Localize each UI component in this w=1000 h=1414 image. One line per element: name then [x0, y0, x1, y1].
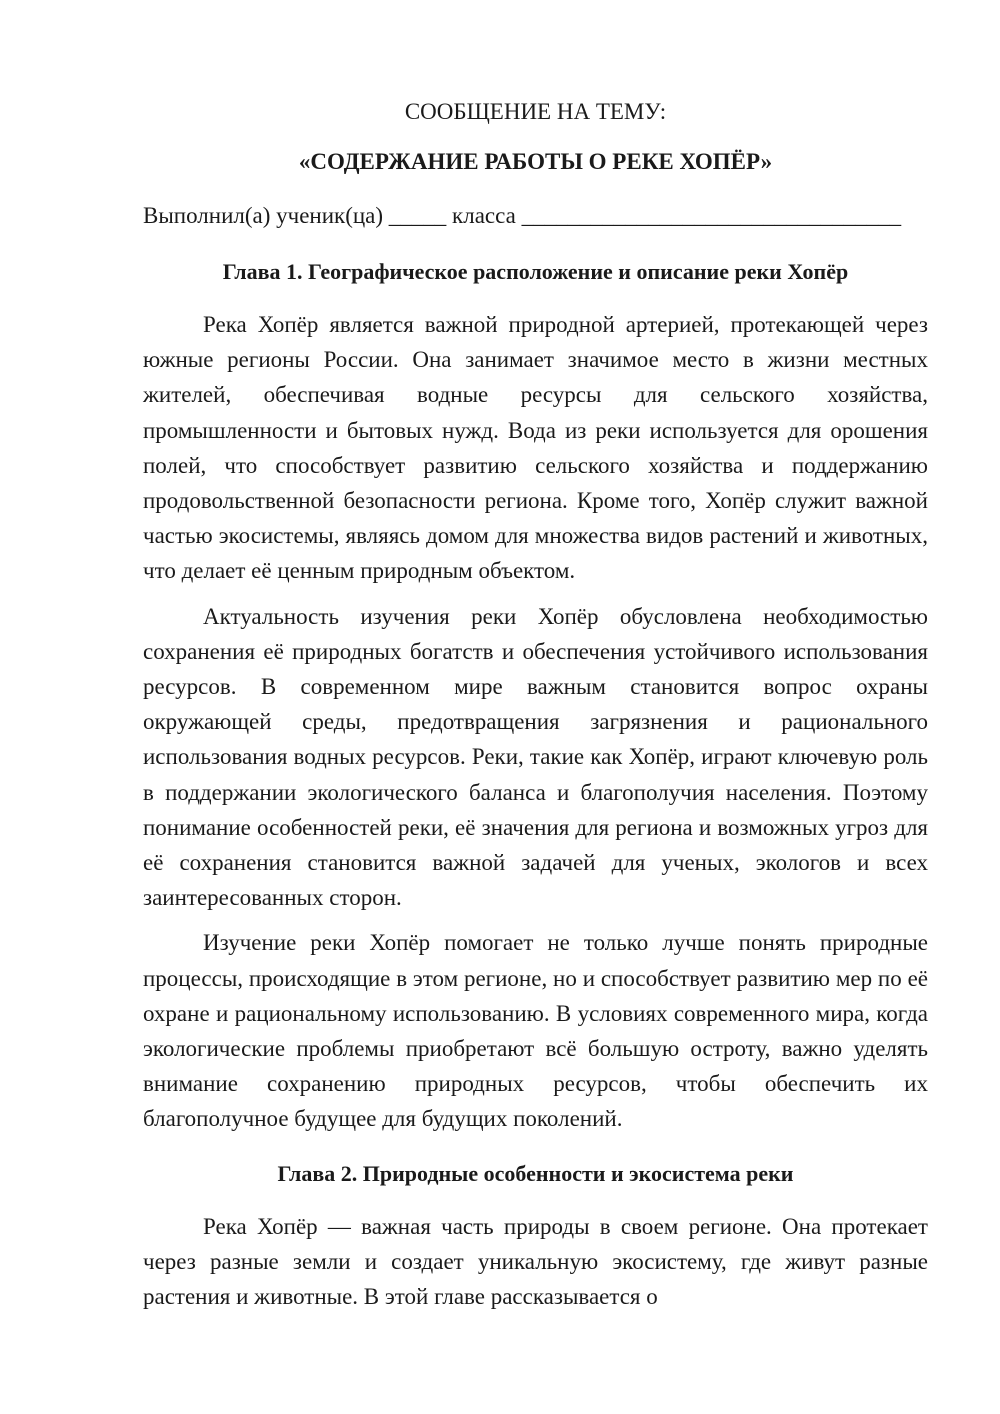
- author-byline: Выполнил(а) ученик(ца) _____ класса _________________________________: [143, 203, 902, 228]
- chapter-1-heading: Глава 1. Географическое расположение и описание реки Хопёр: [222, 259, 849, 284]
- document-title-line1: СООБЩЕНИЕ НА ТЕМУ:: [404, 99, 667, 124]
- chapter-2-heading: Глава 2. Природные особенности и экосистема реки: [277, 1160, 794, 1186]
- chapter-1-paragraph-1: Река Хопёр является важной природной артерией, протекающей через южные регионы России. Она занимает значимое место в жизни местных жителей, обеспечивая водные ресурсы для сельского хозяйства, промышленности и бытовых нужд. Вода из реки используется для орошения полей, что способствует развитию сельского хозяйства и поддержанию продовольственной безопасности региона. Кроме того, Хопёр служит важной частью экосистемы, являясь домом для множества видов растений и животных, что делает её ценным природным объектом.: [143, 312, 928, 584]
- chapter-1-paragraph-2: Актуальность изучения реки Хопёр обусловлена необходимостью сохранения её природных богатств и обеспечения устойчивого использования ресурсов. В современном мире важным становится вопрос охраны окружающей среды, предотвращения загрязнения и рационального использования водных ресурсов. Реки, такие как Хопёр, играют ключевую роль в поддержании экологического баланса и благополучия населения. Поэтому понимание особенностей реки, её значения для региона и возможных угроз для её сохранения становится важной задачей для ученых, экологов и всех заинтересованных сторон.: [143, 603, 928, 911]
- chapter-2-paragraph-1: Река Хопёр — важная часть природы в своем регионе. Она протекает через разные земли и создает уникальную экосистему, где живут разные растения и животные. В этой главе рассказывается о: [143, 1213, 928, 1310]
- document-title-line2: «СОДЕРЖАНИЕ РАБОТЫ О РЕКЕ ХОПЁР»: [298, 149, 773, 174]
- document-page: [143, 90, 928, 1314]
- chapter-1-paragraph-3: Изучение реки Хопёр помогает не только лучше понять природные процессы, происходящие в этом регионе, но и способствует развитию мер по её охране и рациональному использованию. В условиях современного мира, когда экологические проблемы приобретают всё большую остроту, важно уделять внимание сохранению природных ресурсов, чтобы обеспечить их благополучное будущее для будущих поколений.: [143, 930, 928, 1132]
